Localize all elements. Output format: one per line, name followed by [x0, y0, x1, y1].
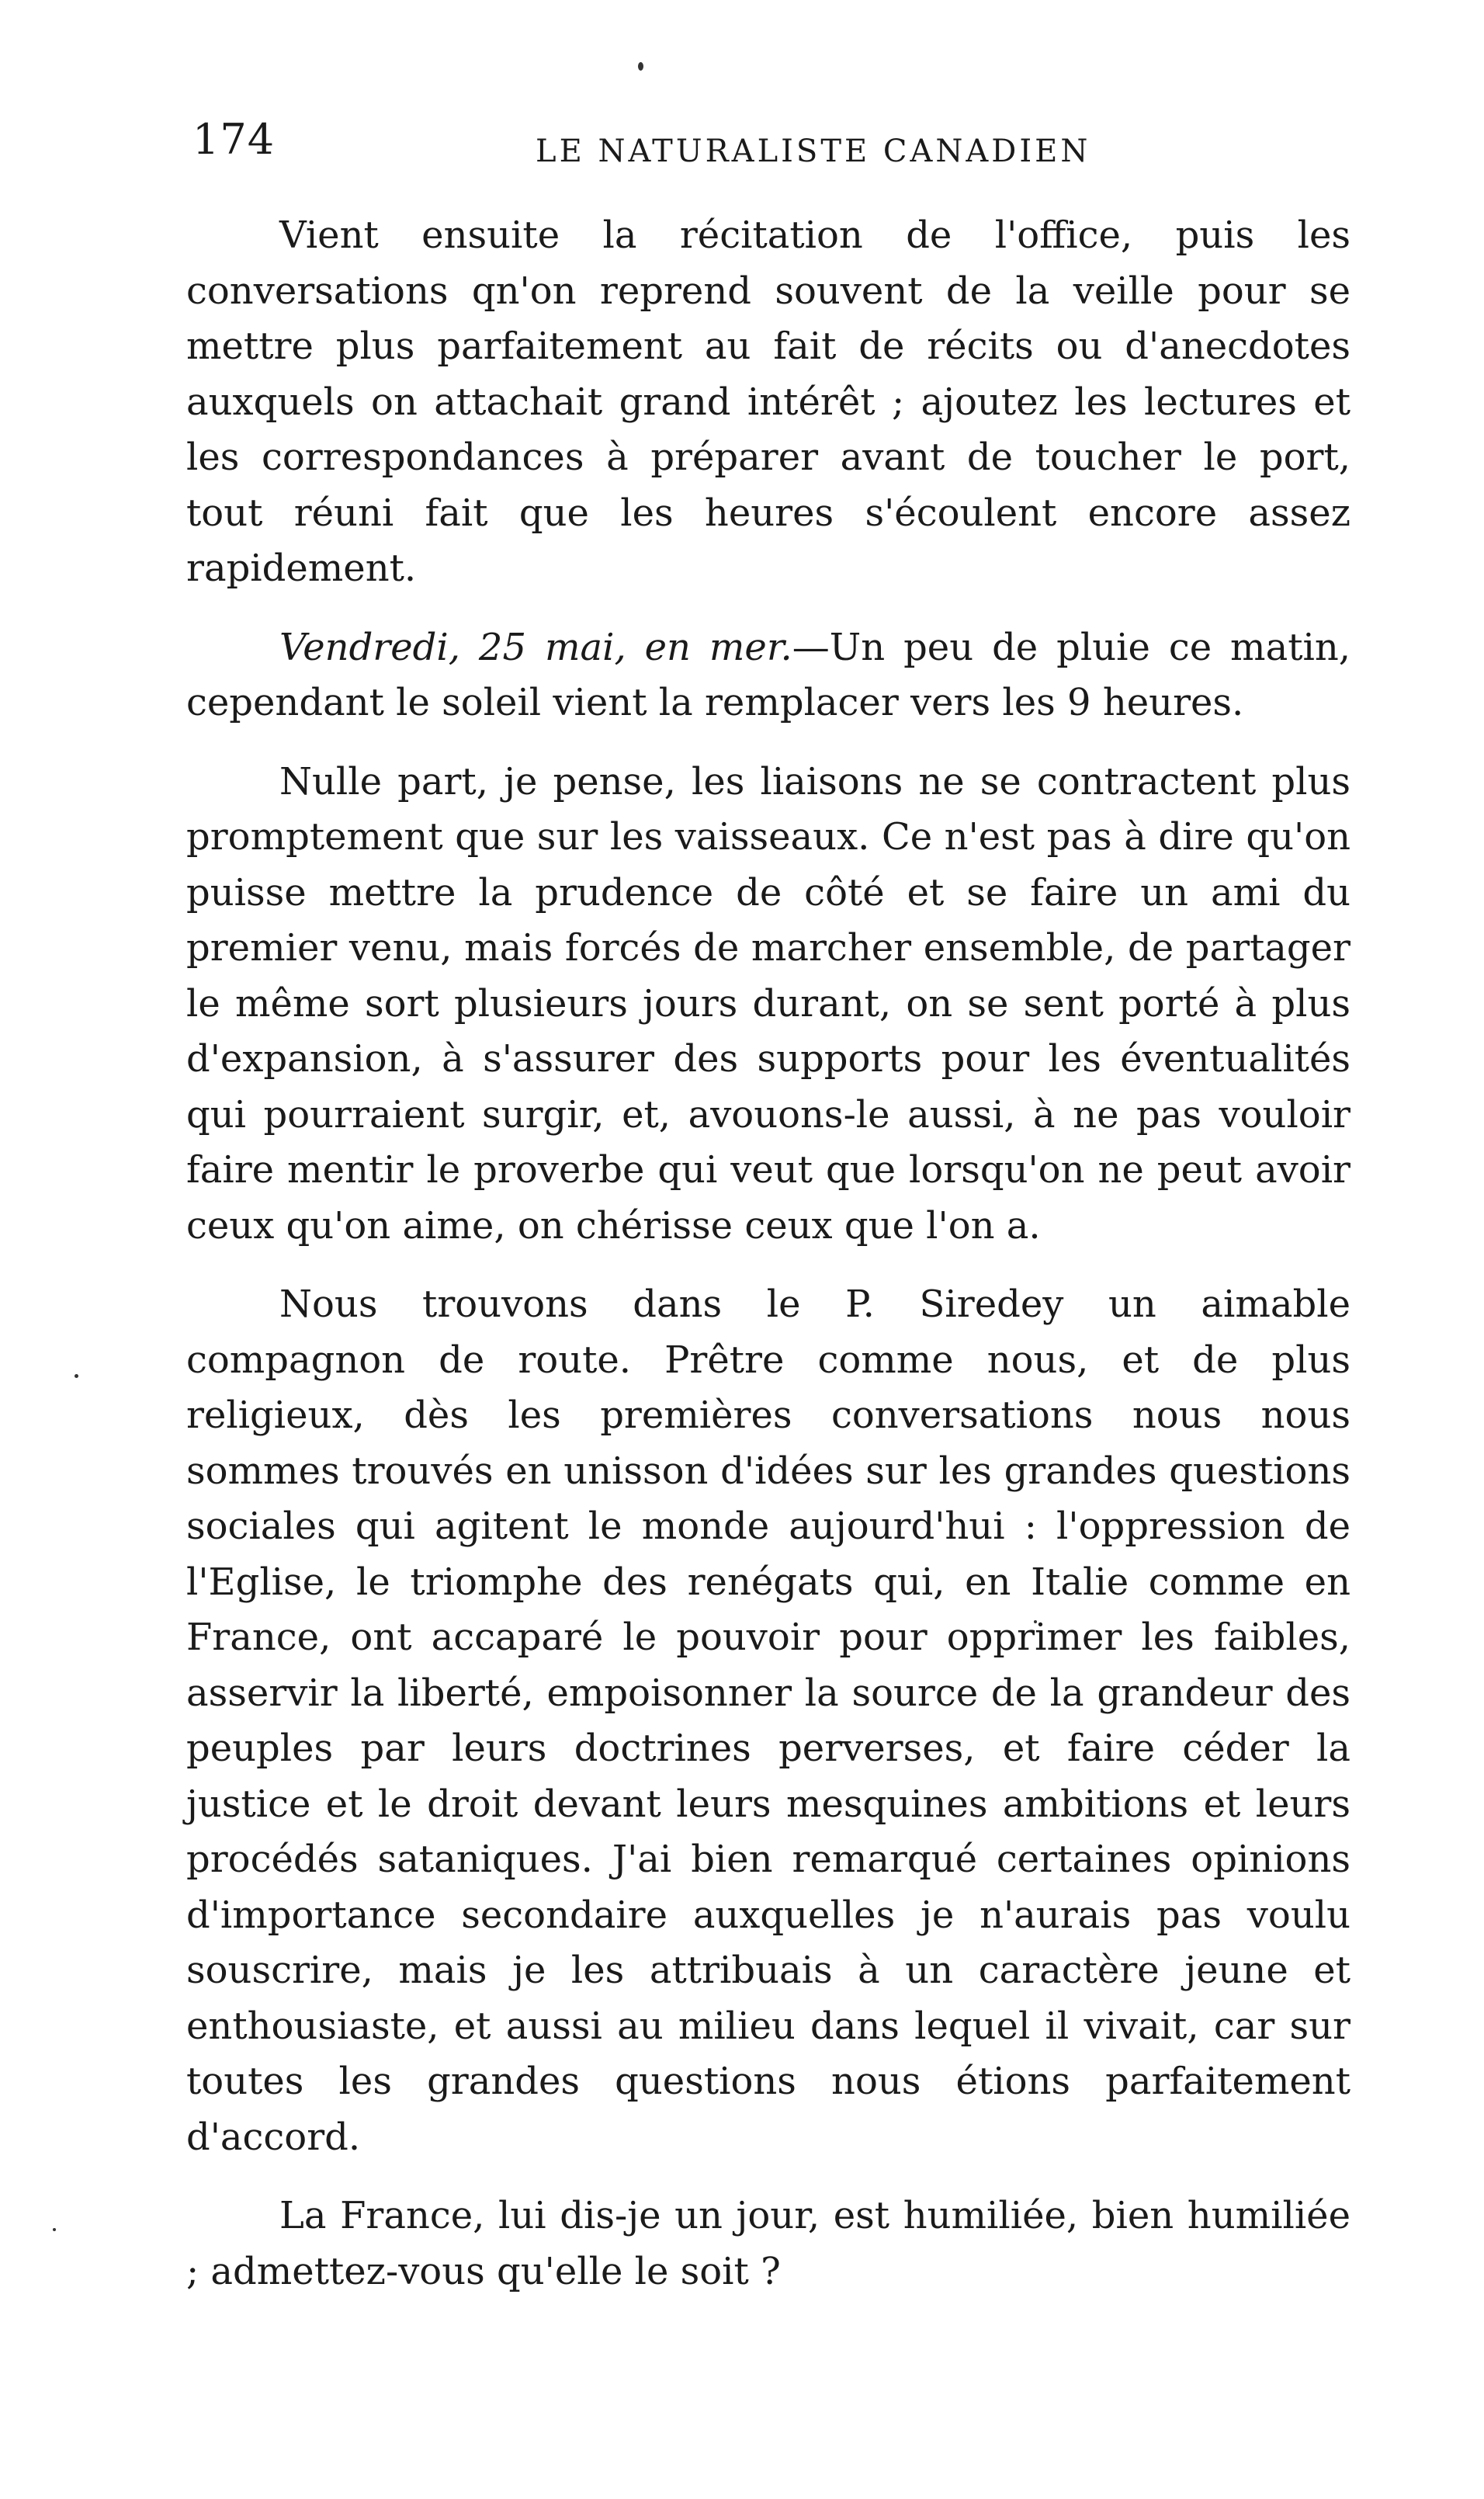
body-text: [186, 208, 1351, 2299]
ink-speck: [638, 62, 643, 71]
dateline: Vendredi, 25 mai, en mer.: [279, 625, 792, 669]
running-title: LE NATURALISTE CANADIEN: [536, 134, 1091, 169]
page-number: 174: [192, 115, 276, 164]
ink-speck: [75, 1374, 78, 1378]
dated-paragraph-text: —Un peu de pluie ce matin, cependant le soleil vient la remplacer vers les 9 heures.: [186, 625, 1351, 724]
paragraph: Nulle part, je pense, les liaisons ne se contractent plus promptement que sur les vaisseaux. Ce n'est pas à dire qu'on puisse mettre la prudence de côté et se faire un ami du premier venu, mais forcés de marcher ensemble, de partager le même sort plusieurs jours durant, on se sent porté à plus d'expansion, à s'assurer des supports pour les éventualités qui pourraient surgir, et, avouons-le aussi, à ne pas vouloir faire mentir le proverbe qui veut que lorsqu'on ne peut avoir ceux qu'on aime, on chérisse ceux que l'on a.: [186, 759, 1351, 1248]
ink-speck: [53, 2228, 56, 2231]
paragraph: Vient ensuite la récitation de l'office, puis les conversations qn'on reprend souvent de la veille pour se mettre plus parfaitement au fait de récits ou d'anecdotes auxquels on attachait grand intérêt ; ajoutez les lectures et les correspondances à préparer avant de toucher le port, tout réuni fait que les heures s'écoulent encore assez rapidement.: [186, 213, 1351, 590]
paragraph: La France, lui dis-je un jour, est humiliée, bien humiliée ; admettez-vous qu'elle le soit ?: [186, 2194, 1351, 2293]
paragraph: Nous trouvons dans le P. Siredey un aimable compagnon de route. Prêtre comme nous, et de plus religieux, dès les premières conversations nous nous sommes trouvés en unisson d'idées sur les grandes questions sociales qui agitent le monde aujourd'hui : l'oppression de l'Eglise, le triomphe des renégats qui, en Italie comme en France, ont accaparé le pouvoir pour opprimer les faibles, asservir la liberté, empoisonner la source de la grandeur des peuples par leurs doctrines perverses, et faire céder la justice et le droit devant leurs mesquines ambitions et leurs procédés sataniques. J'ai bien remarqué certaines opinions d'importance secondaire auxquelles je n'aurais pas voulu souscrire, mais je les attribuais à un caractère jeune et enthousiaste, et aussi au milieu dans lequel il vivait, car sur toutes les grandes questions nous étions parfaitement d'accord.: [186, 1282, 1351, 2159]
dated-paragraph: [186, 620, 1351, 731]
